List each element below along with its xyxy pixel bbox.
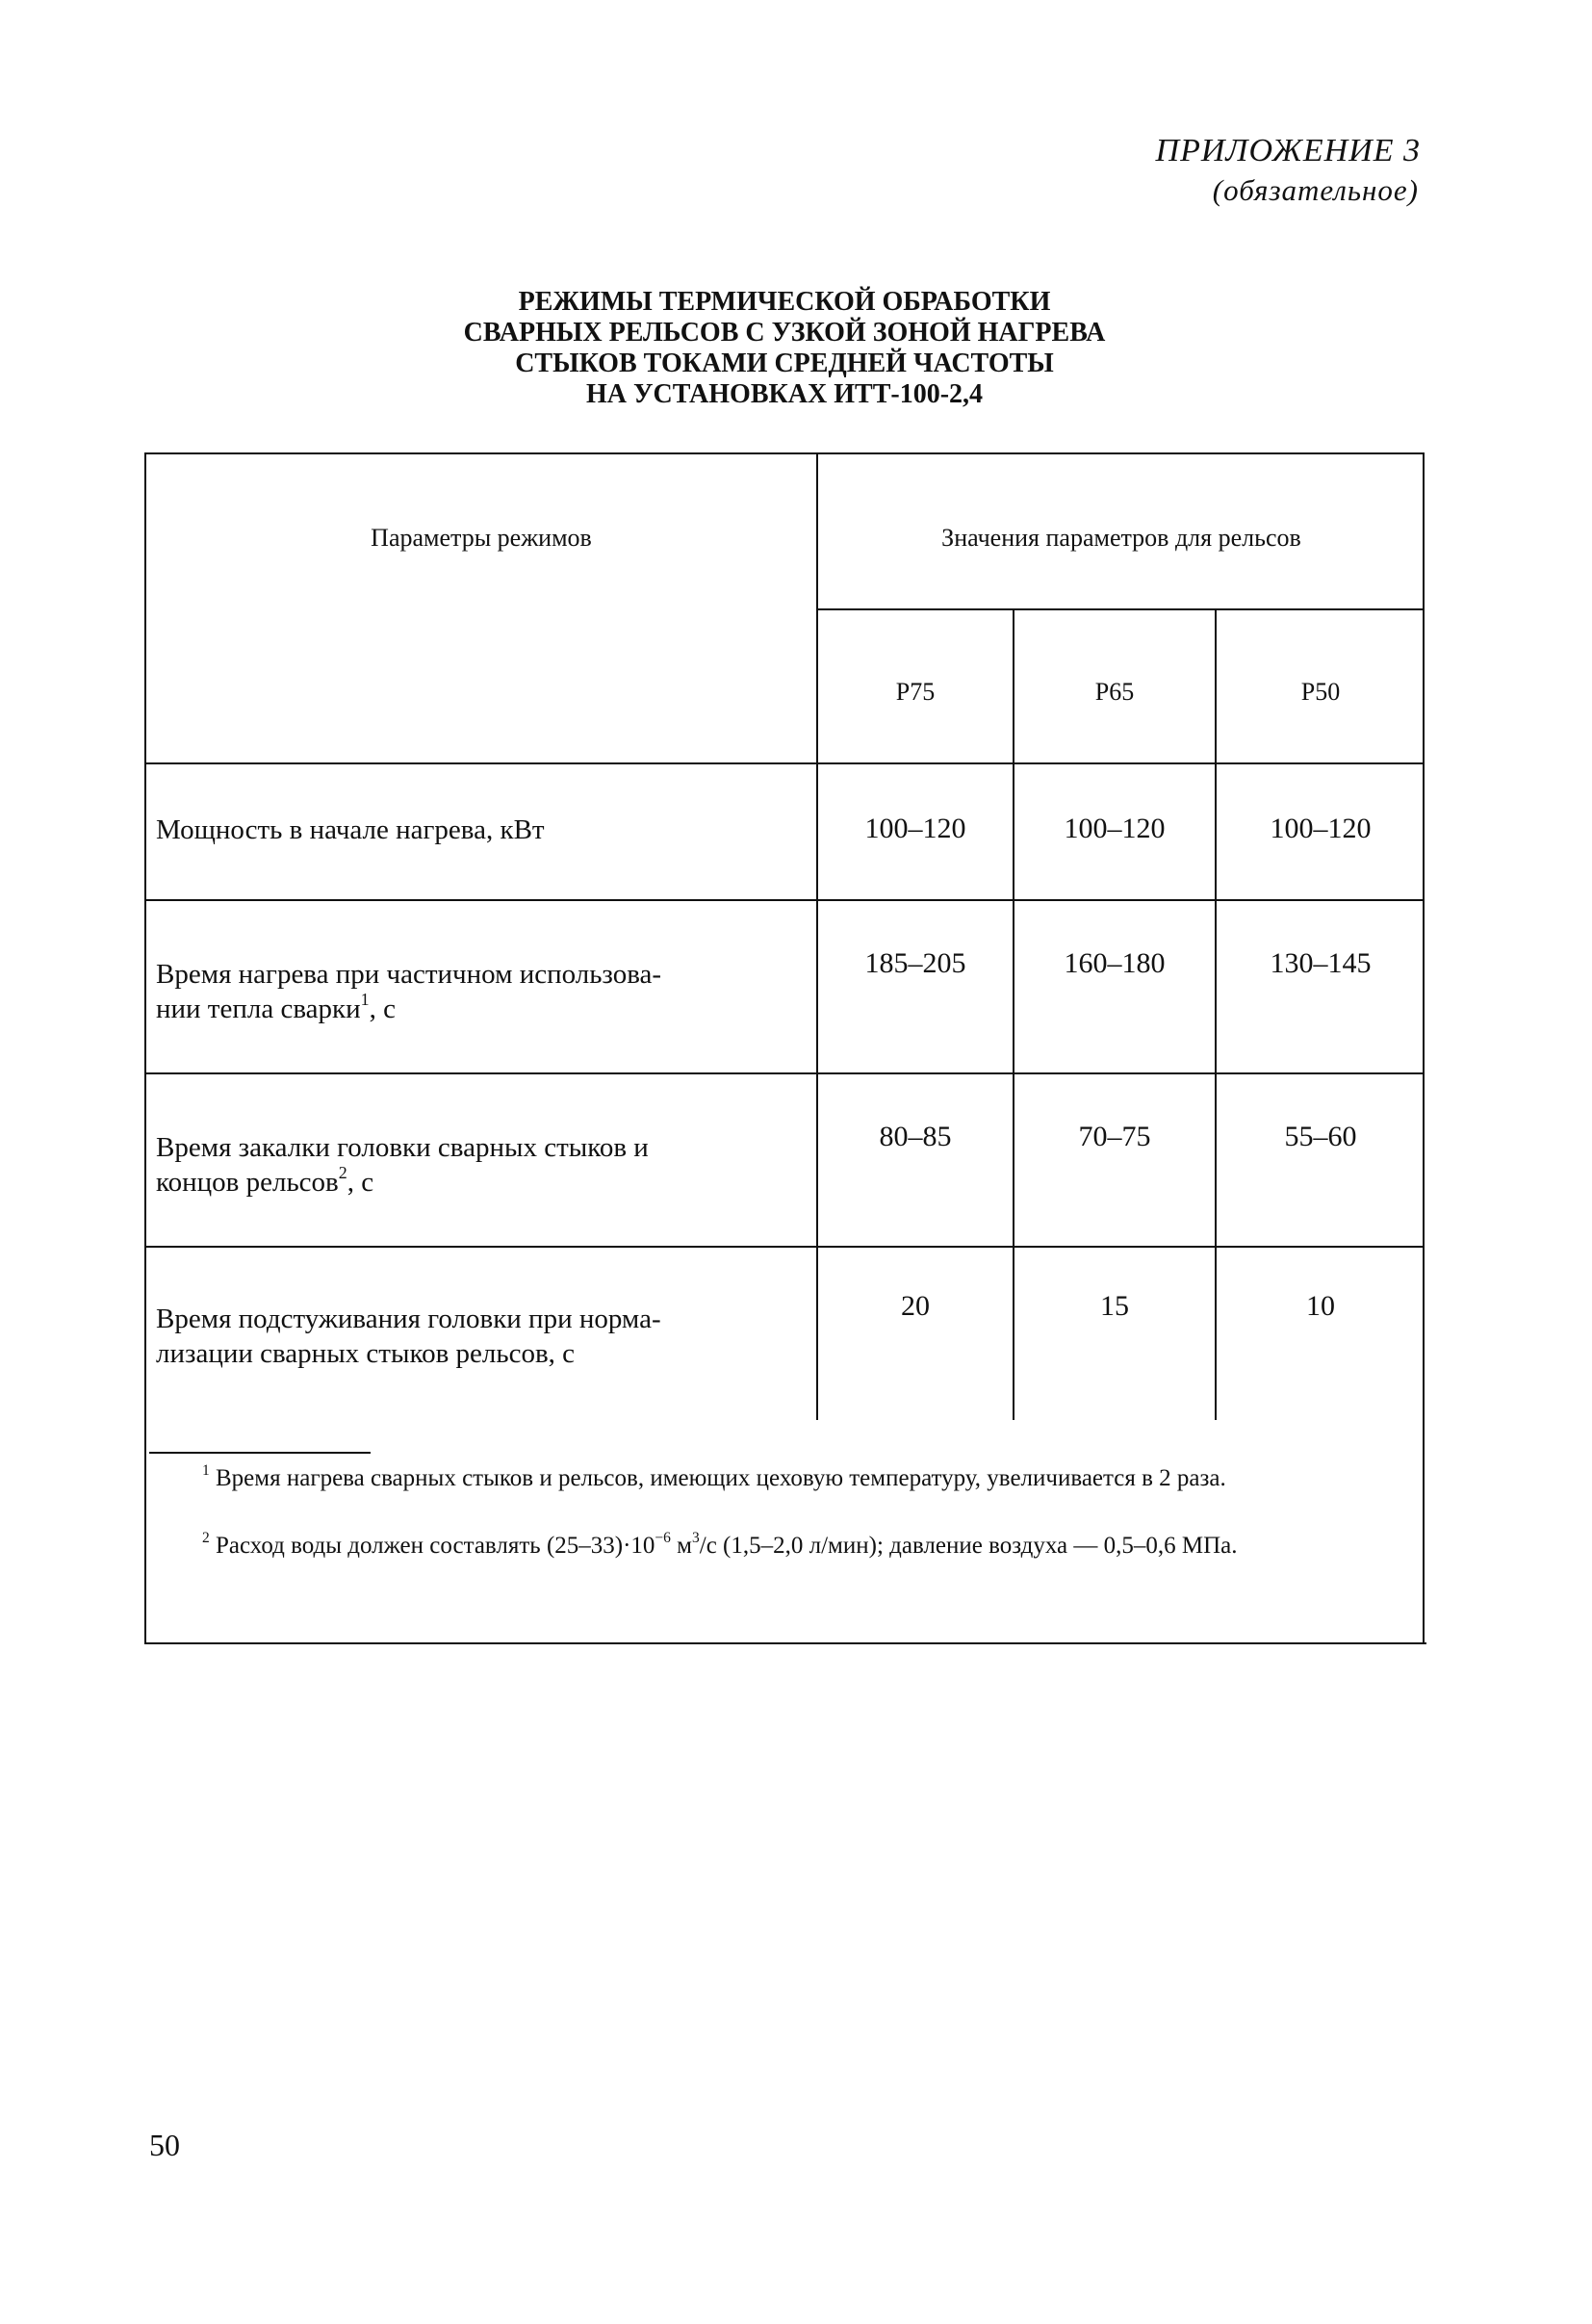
- value-power-p75: 100–120: [864, 813, 966, 844]
- value-power-p50: 100–120: [1270, 813, 1372, 844]
- header-params: Параметры режимов: [371, 524, 592, 552]
- footnote-1-mark: 1: [202, 1461, 210, 1479]
- row-label-heating-line2: [156, 992, 661, 1026]
- footnote-2-mark: 2: [202, 1529, 210, 1546]
- footnote-ref-1: 1: [360, 990, 370, 1010]
- title-line-4: НА УСТАНОВКАХ ИТТ-100-2,4: [585, 379, 984, 409]
- row-label-quench-tail: , с: [347, 1167, 374, 1198]
- value-heating-p75: 185–205: [864, 947, 966, 979]
- value-quench-p50: 55–60: [1284, 1121, 1357, 1152]
- row-label-cooling-line2: лизации сварных стыков рельсов, с: [156, 1338, 576, 1369]
- row-label-power-text: Мощность в начале нагрева, кВт: [156, 814, 545, 845]
- row-label-heating-tail: , с: [369, 994, 396, 1024]
- footnote-separator: [149, 1452, 371, 1454]
- header-rail-p50: Р50: [1300, 678, 1341, 706]
- col-divider-main: [816, 454, 818, 1420]
- header-values: Значения параметров для рельсов: [941, 524, 1301, 552]
- footnote-2-text-c: /с (1,5–2,0 л/мин); давление воздуха — 0,5–0,6 МПа.: [699, 1533, 1238, 1559]
- footnote-1-text: Время нагрева сварных стыков и рельсов, имеющих цеховую температуру, увеличивается в 2 раза.: [216, 1465, 1226, 1491]
- row-label-power: [156, 813, 545, 847]
- value-quench-p65: 70–75: [1078, 1121, 1151, 1152]
- row-label-quench-line2: [156, 1165, 649, 1200]
- footnote-2-exponent: −6: [655, 1529, 671, 1546]
- header-rail-p65: Р65: [1094, 678, 1135, 706]
- footnote-2: [125, 1531, 1426, 1562]
- footnote-2-text-a: Расход воды должен составлять (25–33)·10: [216, 1533, 655, 1559]
- row-label-heating-time: [156, 957, 661, 1026]
- footnote-2-unit-exponent: 3: [692, 1529, 700, 1546]
- row-label-quench-line1: Время закалки головки сварных стыков и: [156, 1132, 649, 1163]
- table-bottom-rule: [144, 1642, 1426, 1644]
- title-line-2: СВАРНЫХ РЕЛЬСОВ С УЗКОЙ ЗОНОЙ НАГРЕВА: [463, 318, 1106, 348]
- value-heating-p65: 160–180: [1064, 947, 1166, 979]
- footnote-ref-2: 2: [338, 1163, 347, 1183]
- row-rule-2: [146, 1072, 1425, 1074]
- value-quench-p75: 80–85: [879, 1121, 952, 1152]
- row-label-quench-text2: концов рельсов: [156, 1167, 339, 1198]
- row-label-cooling-line1: Время подстуживания головки при норма-: [156, 1304, 661, 1334]
- footnote-2-text-b: м: [670, 1533, 692, 1559]
- value-cooling-p65: 15: [1100, 1290, 1129, 1322]
- footnote-1: [125, 1463, 1426, 1494]
- appendix-note: (обязательное): [1212, 173, 1419, 207]
- row-label-heating-line1: Время нагрева при частичном использова-: [156, 959, 662, 990]
- value-power-p65: 100–120: [1064, 813, 1166, 844]
- row-rule-3: [146, 1246, 1425, 1248]
- value-heating-p50: 130–145: [1270, 947, 1372, 979]
- value-cooling-p75: 20: [901, 1290, 930, 1322]
- header-bottom-rule: [146, 762, 1425, 764]
- title-line-3: СТЫКОВ ТОКАМИ СРЕДНЕЙ ЧАСТОТЫ: [515, 349, 1054, 378]
- page-number: 50: [149, 2128, 180, 2162]
- header-sub-rule: [816, 608, 1425, 610]
- document-title: [144, 287, 1425, 410]
- value-cooling-p50: 10: [1306, 1290, 1335, 1322]
- appendix-title: ПРИЛОЖЕНИЕ 3: [1155, 133, 1421, 168]
- row-rule-1: [146, 899, 1425, 901]
- title-line-1: РЕЖИМЫ ТЕРМИЧЕСКОЙ ОБРАБОТКИ: [518, 287, 1051, 317]
- row-label-quench-time: [156, 1130, 649, 1200]
- row-label-cooling-time: [156, 1302, 661, 1371]
- header-rail-p75: Р75: [895, 678, 936, 706]
- row-label-heating-text2: нии тепла сварки: [156, 994, 361, 1024]
